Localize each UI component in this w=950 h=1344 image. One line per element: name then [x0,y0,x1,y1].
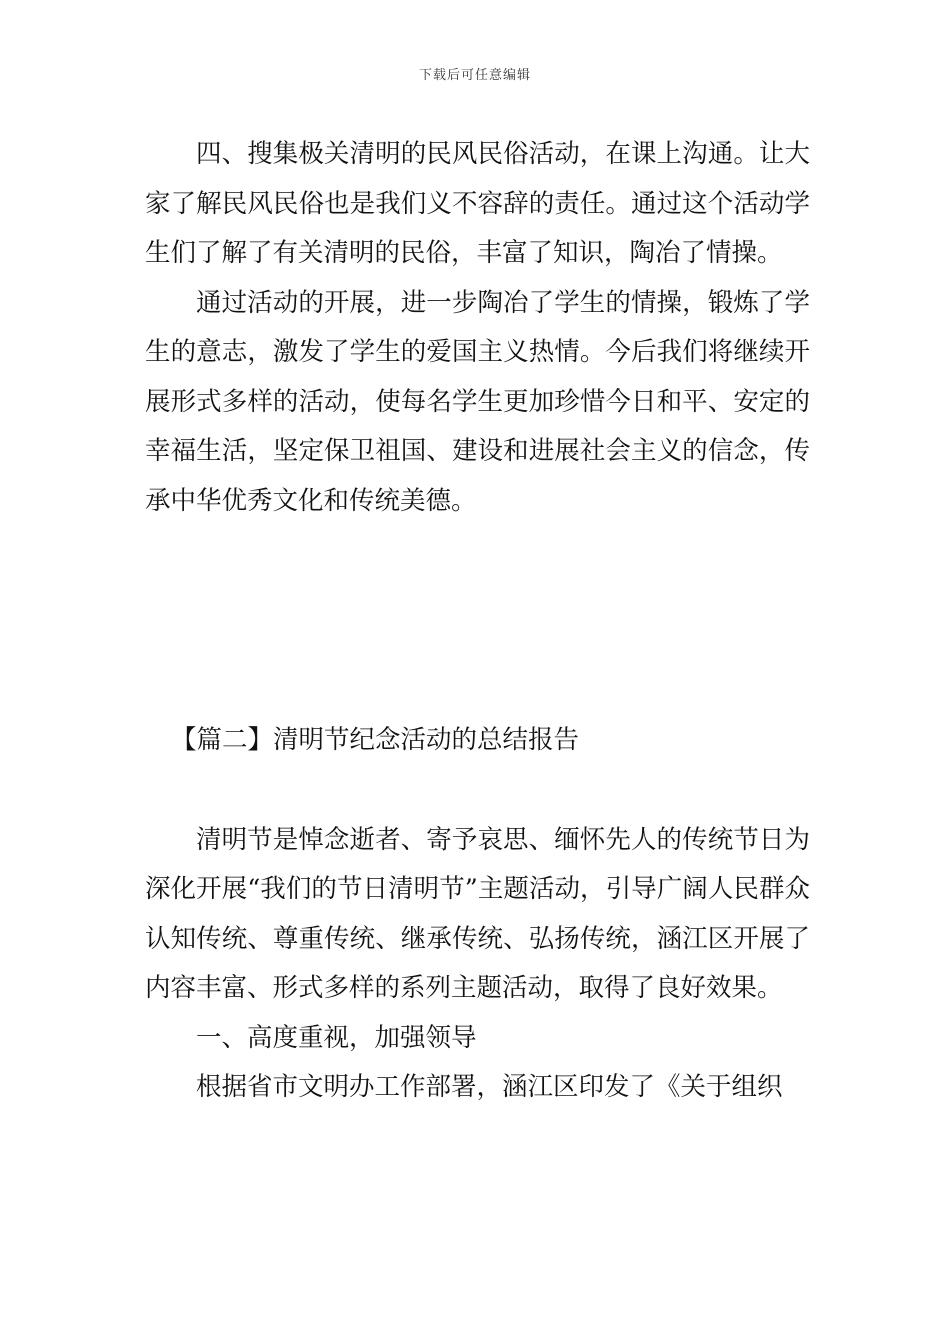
page-header-note: 下载后可任意编辑 [418,68,531,83]
paragraph-folk-customs: 四、搜集极关清明的民风民俗活动，在课上沟通。让大家了解民风民俗也是我们义不容辞的责任。通过这个活动学生们了解了有关清明的民俗，丰富了知识，陶冶了情操。 [145,139,810,268]
heading-leadership: 一、高度重视，加强领导 [196,1022,477,1053]
paragraph-qingming-intro: 清明节是悼念逝者、寄予哀思、缅怀先人的传统节日为深化开展“我们的节日清明节”主题活动，引导广阔人民群众认知传统、尊重传统、继承传统、弘扬传统，涵江区开展了内容丰富、形式多样的系列主题活动，取得了良好效果。 [145,824,810,1003]
paragraph-activity-summary: 通过活动的开展，进一步陶冶了学生的情操，锻炼了学生的意志，激发了学生的爱国主义热情。今后我们将继续开展形式多样的活动，使每名学生更加珍惜今日和平、安定的幸福生活，坚定保卫祖国、建设和进展社会主义的信念，传承中华优秀文化和传统美德。 [145,287,810,516]
paragraph-deployment: 根据省市文明办工作部署，涵江区印发了《关于组织 [196,1072,783,1102]
section-title: 【篇二】清明节纪念活动的总结报告 [171,725,580,755]
spacer [145,526,810,716]
spacer [145,766,810,816]
document-body [145,130,810,1113]
